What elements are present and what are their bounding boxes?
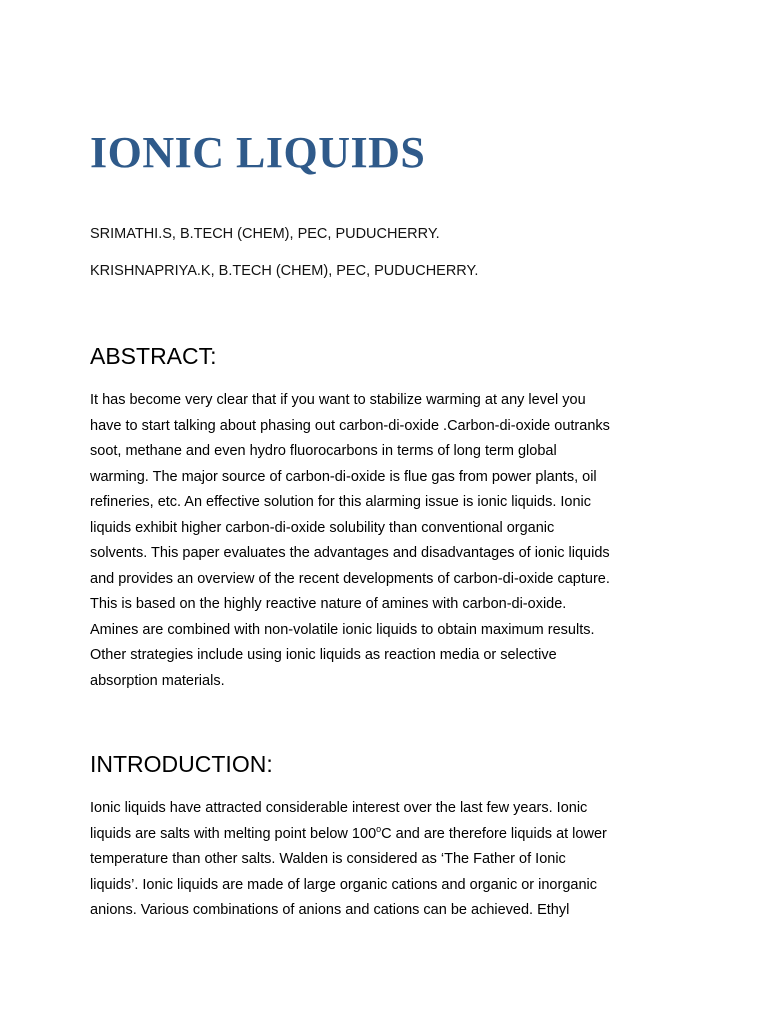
introduction-line-degree (90, 822, 690, 848)
abstract-line: refineries, etc. An effective solution for this alarming issue is ionic liquids. Ionic (90, 494, 592, 510)
author-line-1: SRIMATHI.S, B.TECH (CHEM), PEC, PUDUCHERRY. (90, 226, 440, 242)
degree-superscript: o (376, 823, 382, 834)
introduction-paragraph (90, 796, 690, 924)
abstract-line: have to start talking about phasing out carbon-di-oxide .Carbon-di-oxide outranks (90, 417, 610, 434)
abstract-paragraph (90, 388, 690, 694)
abstract-line: absorption materials. (90, 672, 225, 689)
introduction-heading: INTRODUCTION: (90, 751, 273, 777)
introduction-text-after-degree: C and are therefore liquids at lower (381, 825, 607, 842)
abstract-line: warming. The major source of carbon-di-oxide is flue gas from power plants, oil (90, 468, 597, 485)
introduction-text-before-degree: liquids are salts with melting point below 100 (90, 825, 377, 842)
introduction-line: temperature than other salts. Walden is considered as ‘The Father of Ionic (90, 851, 566, 867)
abstract-line: It has become very clear that if you want to stabilize warming at any level you (90, 392, 586, 408)
abstract-line: Other strategies include using ionic liquids as reaction media or selective (90, 647, 557, 663)
introduction-line: Ionic liquids have attracted considerable interest over the last few years. Ionic (90, 800, 588, 816)
abstract-line: Amines are combined with non-volatile ionic liquids to obtain maximum results. (90, 621, 595, 638)
abstract-line: and provides an overview of the recent developments of carbon-di-oxide capture. (90, 570, 610, 587)
introduction-line: liquids’. Ionic liquids are made of large organic cations and organic or inorganic (90, 876, 597, 893)
abstract-heading: ABSTRACT: (90, 343, 217, 369)
document-title: IONIC LIQUIDS (90, 128, 426, 177)
introduction-line: anions. Various combinations of anions and cations can be achieved. Ethyl (90, 902, 570, 918)
abstract-line: soot, methane and even hydro fluorocarbons in terms of long term global (90, 443, 557, 459)
abstract-line: liquids exhibit higher carbon-di-oxide solubility than conventional organic (90, 519, 555, 536)
abstract-line: solvents. This paper evaluates the advantages and disadvantages of ionic liquids (90, 545, 610, 561)
abstract-line: This is based on the highly reactive nature of amines with carbon-di-oxide. (90, 596, 567, 612)
author-line-2: KRISHNAPRIYA.K, B.TECH (CHEM), PEC, PUDUCHERRY. (90, 263, 479, 279)
